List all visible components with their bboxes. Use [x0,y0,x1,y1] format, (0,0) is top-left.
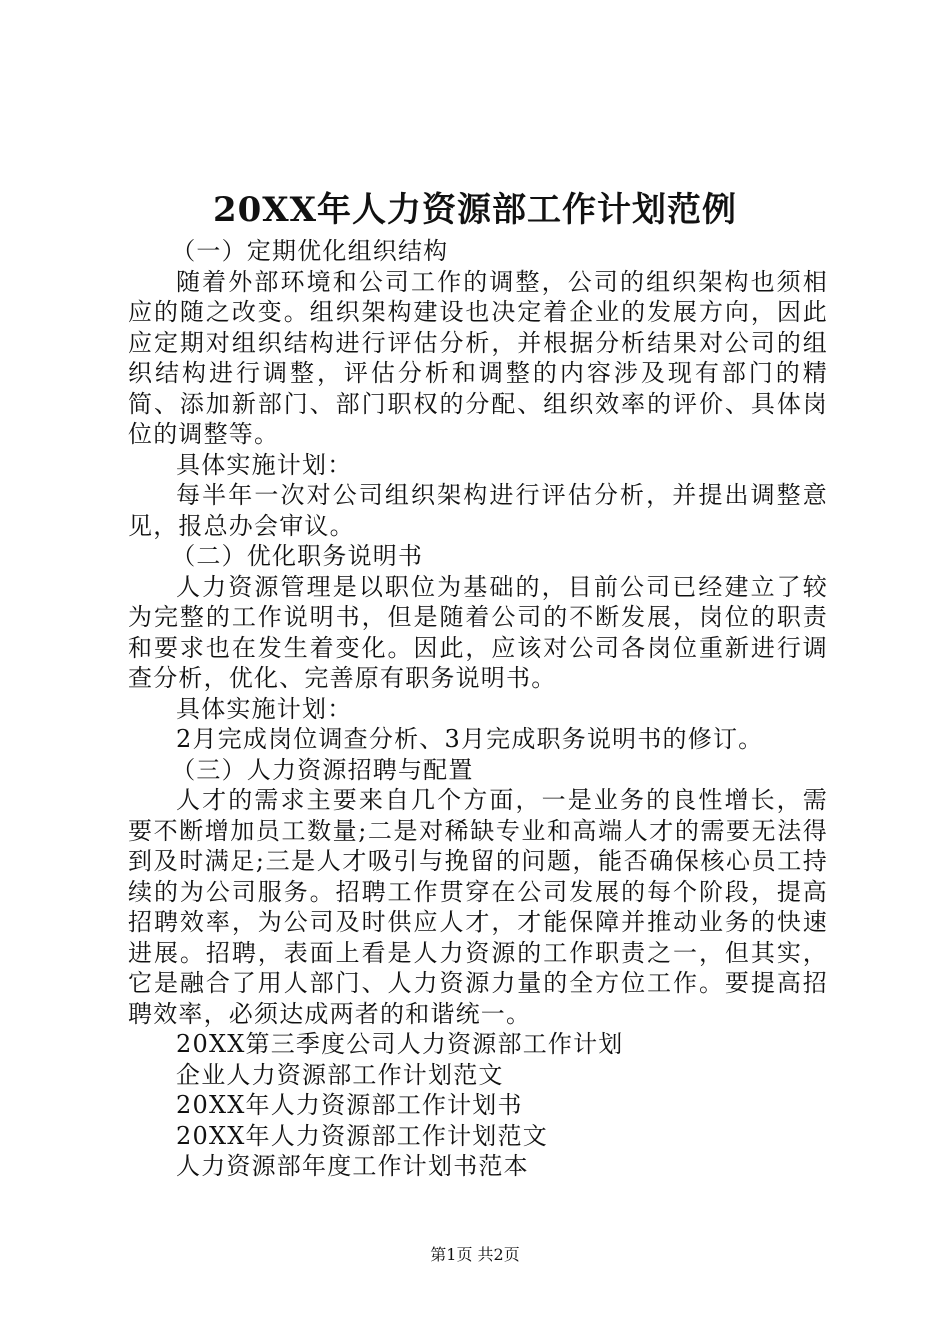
paragraph: 人力资源管理是以职位为基础的，目前公司已经建立了较为完整的工作说明书，但是随着公司的不断发展，岗位的职责和要求也在发生着变化。因此，应该对公司各岗位重新进行调查分析，优化、完善原有职务说明书。 [128,572,828,692]
paragraph: 随着外部环境和公司工作的调整，公司的组织架构也须相应的随之改变。组织架构建设也决定着企业的发展方向，因此应定期对组织结构进行评估分析，并根据分析结果对公司的组织结构进行调整，评估分析和调整的内容涉及现有部门的精简、添加新部门、部门职权的分配、组织效率的评价、具体岗位的调整等。 [128,267,828,448]
related-link-line: 20XX年人力资源部工作计划范文 [176,1121,548,1150]
paragraph: 每半年一次对公司组织架构进行评估分析，并提出调整意见，报总办会审议。 [128,481,828,540]
related-link-line: 人力资源部年度工作计划书范本 [176,1152,529,1180]
document-title: 20XX年人力资源部工作计划范例 [212,190,738,230]
section-heading-3: （三）人力资源招聘与配置 [171,755,474,784]
paragraph: 具体实施计划： [176,450,353,479]
related-link-line: 企业人力资源部工作计划范文 [176,1060,504,1089]
page-number-footer: 第1页 共2页 [430,1245,520,1264]
section-heading-2: （二）优化职务说明书 [171,542,424,570]
document-body [128,236,828,1182]
related-link-line: 20XX第三季度公司人力资源部工作计划 [176,1030,624,1058]
paragraph: 人才的需求主要来自几个方面，一是业务的良性增长，需要不断增加员工数量;二是对稀缺专业和高端人才的需要无法得到及时满足;三是人才吸引与挽留的问题，能否确保核心员工持续的为公司服务。招聘工作贯穿在公司发展的每个阶段，提高招聘效率，为公司及时供应人才，才能保障并推动业务的快速进展。招聘，表面上看是人力资源的工作职责之一，但其实，它是融合了用人部门、人力资源力量的全方位工作。要提高招聘效率，必须达成两者的和谐统一。 [128,786,828,1028]
paragraph: 具体实施计划： [176,694,353,723]
related-link-line: 20XX年人力资源部工作计划书 [176,1091,523,1119]
section-heading-1: （一）定期优化组织结构 [171,237,449,265]
paragraph: 2月完成岗位调查分析、3月完成职务说明书的修订。 [176,725,764,753]
